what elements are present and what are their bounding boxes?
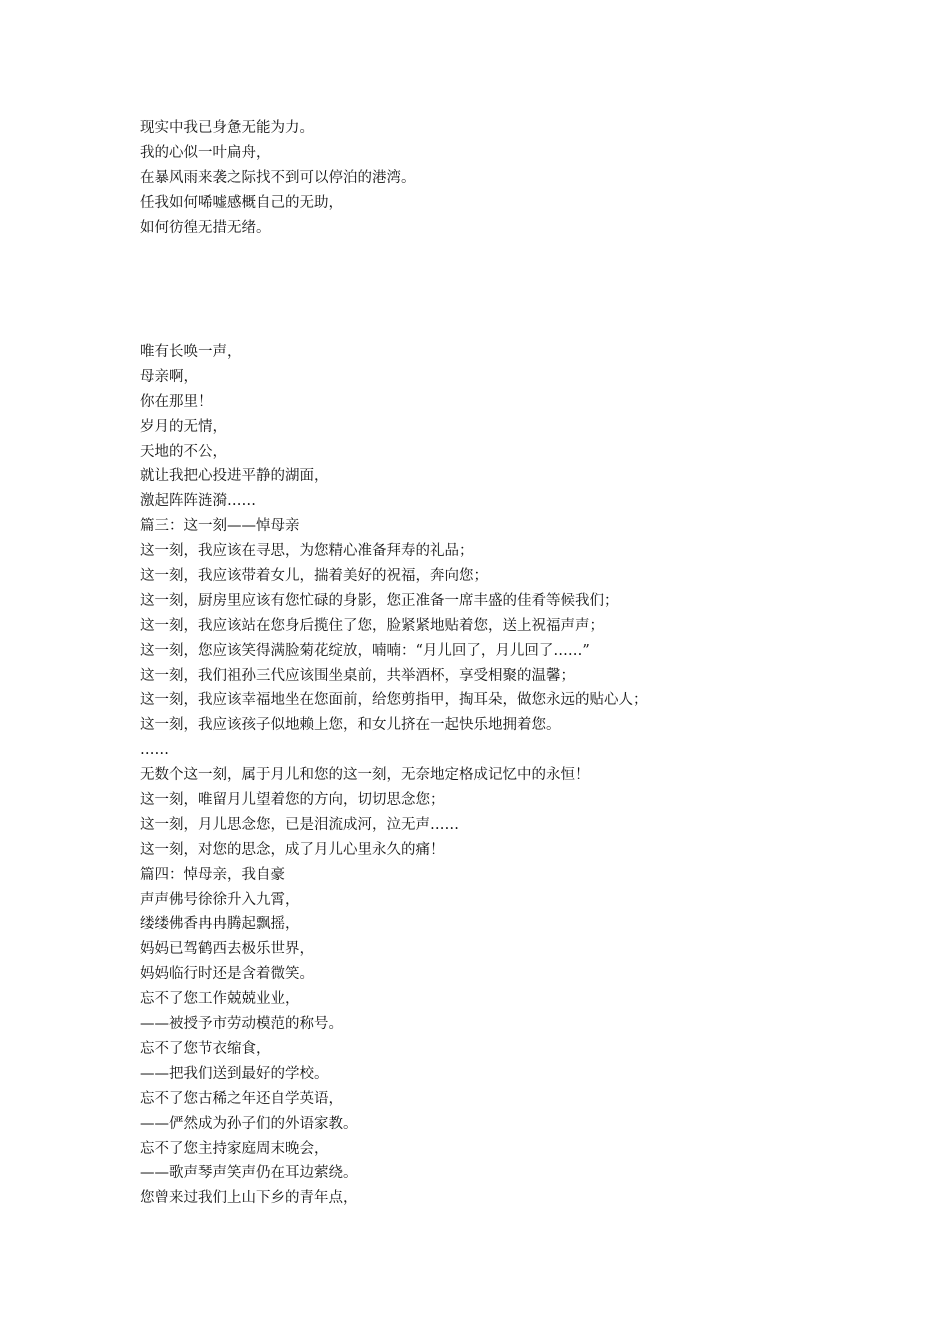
text-line: 母亲啊，	[140, 368, 198, 385]
text-line: ……	[140, 742, 169, 759]
text-line: 这一刻，您应该笑得满脸菊花绽放，喃喃：“月儿回了，月儿回了……”	[140, 642, 590, 659]
text-line: ——俨然成为孙子们的外语家教。	[140, 1115, 358, 1132]
text-line: 妈妈临行时还是含着微笑。	[140, 966, 314, 983]
text-line: 忘不了您古稀之年还自学英语，	[140, 1090, 343, 1107]
text-line: 这一刻，我应该孩子似地赖上您，和女儿挤在一起快乐地拥着您。	[140, 717, 561, 734]
text-line: 我的心似一叶扁舟，	[140, 144, 271, 161]
text-line: 任我如何唏嘘感概自己的无助，	[140, 194, 343, 211]
text-line: 您曾来过我们上山下乡的青年点，	[140, 1190, 358, 1207]
text-line: 岁月的无情，	[140, 418, 227, 435]
text-line: 声声佛号徐徐升入九霄，	[140, 891, 300, 908]
text-line: 这一刻，厨房里应该有您忙碌的身影，您正准备一席丰盛的佳肴等候我们；	[140, 592, 619, 609]
text-line: 现实中我已身惫无能为力。	[140, 120, 314, 136]
text-line: 这一刻，我应该幸福地坐在您面前，给您剪指甲，掏耳朵，做您永远的贴心人；	[140, 692, 648, 709]
text-line: 这一刻，唯留月儿望着您的方向，切切思念您；	[140, 792, 445, 809]
text-line: 天地的不公，	[140, 443, 227, 460]
text-line: ——把我们送到最好的学校。	[140, 1065, 329, 1082]
text-line: 这一刻，我应该带着女儿，揣着美好的祝福，奔向您；	[140, 568, 488, 585]
text-block-2	[140, 340, 920, 1211]
text-block-1	[140, 116, 920, 240]
section-heading: 篇三：这一刻——悼母亲	[140, 518, 300, 535]
text-line: 激起阵阵涟漪……	[140, 493, 256, 510]
text-line: 缕缕佛香冉冉腾起飘摇，	[140, 916, 300, 933]
text-line: 在暴风雨来袭之际找不到可以停泊的港湾。	[140, 169, 416, 186]
text-line: ——歌声琴声笑声仍在耳边萦绕。	[140, 1165, 358, 1182]
text-line: ——被授予市劳动模范的称号。	[140, 1016, 343, 1033]
text-line: 唯有长唤一声，	[140, 344, 242, 360]
text-line: 忘不了您主持家庭周末晚会，	[140, 1140, 329, 1157]
text-line: 这一刻，我应该站在您身后揽住了您，脸紧紧地贴着您，送上祝福声声；	[140, 617, 604, 634]
text-line: 这一刻，月儿思念您，已是泪流成河，泣无声……	[140, 816, 459, 833]
text-line: 如何彷徨无措无绪。	[140, 219, 271, 236]
text-line: 妈妈已驾鹤西去极乐世界，	[140, 941, 314, 958]
text-line: 这一刻，我们祖孙三代应该围坐桌前，共举酒杯，享受相聚的温馨；	[140, 667, 575, 684]
text-line: 这一刻，我应该在寻思，为您精心准备拜寿的礼品；	[140, 543, 474, 560]
text-line: 这一刻，对您的思念，成了月儿心里永久的痛！	[140, 841, 445, 858]
text-line: 忘不了您节衣缩食，	[140, 1040, 271, 1057]
text-line: 就让我把心投进平静的湖面，	[140, 468, 329, 485]
text-line: 无数个这一刻，属于月儿和您的这一刻，无奈地定格成记忆中的永恒！	[140, 767, 590, 784]
text-line: 你在那里！	[140, 393, 213, 410]
text-line: 忘不了您工作兢兢业业，	[140, 991, 300, 1008]
section-heading: 篇四：悼母亲，我自豪	[140, 866, 285, 883]
